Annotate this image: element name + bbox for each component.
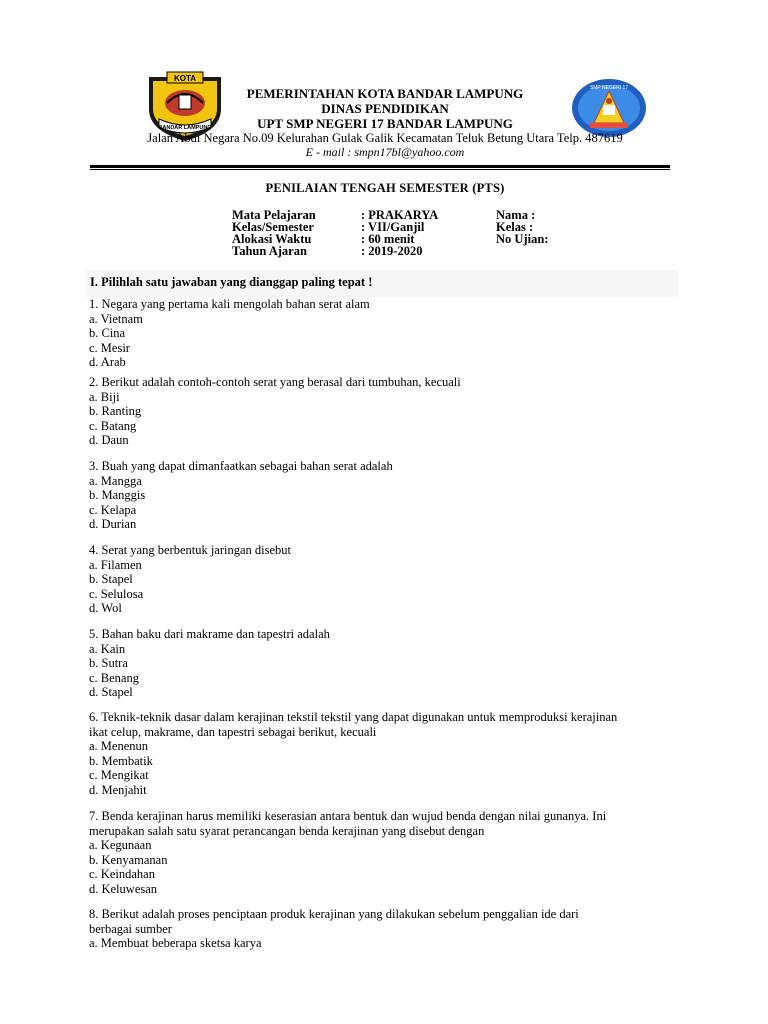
- header-divider-thick: [90, 165, 670, 168]
- info-value: : 60 menit: [361, 232, 415, 246]
- option: b. Cina: [89, 326, 126, 341]
- option: a. Menenun: [89, 739, 149, 754]
- question-5: [89, 627, 689, 700]
- option: a. Filamen: [89, 557, 142, 572]
- question-text: 7. Benda kerajinan harus memiliki keserasian antara bentuk dan wujud benda dengan nilai gunanya. Ini: [89, 809, 607, 823]
- option: b. Kenyamanan: [89, 852, 168, 867]
- option: c. Selulosa: [89, 586, 144, 601]
- section-title: I. Pilihlah satu jawaban yang dianggap paling tepat !: [90, 275, 373, 289]
- question-text: 6. Teknik-teknik dasar dalam kerajinan tekstil tekstil yang dapat digunakan untuk memproduksi kerajinan: [89, 710, 618, 724]
- student-field: Kelas :: [496, 220, 534, 234]
- option: b. Membatik: [89, 753, 153, 768]
- question-8: [89, 907, 689, 951]
- question-text: berbagai sumber: [89, 921, 172, 936]
- question-2: [89, 375, 689, 448]
- option: d. Keluwesan: [89, 881, 158, 896]
- exam-title: PENILAIAN TENGAH SEMESTER (PTS): [265, 181, 505, 195]
- question-text: ikat celup, makrame, dan tapestri sebagai berikut, kecuali: [89, 724, 377, 739]
- option: a. Vietnam: [89, 311, 143, 326]
- option: c. Batang: [89, 418, 137, 433]
- option: b. Stapel: [89, 572, 133, 587]
- header-government: PEMERINTAHAN KOTA BANDAR LAMPUNG: [246, 86, 524, 101]
- student-fields: [496, 209, 548, 245]
- exam-info-labels: [232, 209, 316, 257]
- section-instruction: [85, 270, 678, 297]
- question-text: 5. Bahan baku dari makrame dan tapestri adalah: [89, 627, 330, 641]
- option: b. Sutra: [89, 656, 128, 671]
- question-text: 1. Negara yang pertama kali mengolah bahan serat alam: [89, 297, 370, 311]
- option: a. Mangga: [89, 473, 142, 488]
- option: a. Biji: [89, 389, 120, 404]
- option: d. Stapel: [89, 685, 133, 700]
- option: b. Manggis: [89, 488, 146, 503]
- exam-info-values: [361, 209, 438, 257]
- question-1: [89, 297, 689, 370]
- header-address: Jalan Abdi Negara No.09 Kelurahan Gulak Galik Kecamatan Teluk Betung Utara Telp. 487619: [147, 131, 623, 145]
- student-field: Nama :: [496, 208, 536, 222]
- header-department: DINAS PENDIDIKAN: [321, 101, 449, 116]
- option: d. Wol: [89, 601, 122, 616]
- option: c. Mengikat: [89, 768, 149, 783]
- info-value: : VII/Ganjil: [361, 220, 425, 234]
- option: d. Durian: [89, 517, 137, 532]
- option: a. Kain: [89, 641, 126, 656]
- question-text: 8. Berikut adalah proses penciptaan produk kerajinan yang dilakukan sebelum penggalian ide dari: [89, 907, 579, 921]
- option: b. Ranting: [89, 404, 142, 419]
- svg-text:BANDAR LAMPUNG: BANDAR LAMPUNG: [158, 125, 212, 131]
- question-4: [89, 543, 689, 616]
- option: c. Kelapa: [89, 502, 137, 517]
- option: a. Kegunaan: [89, 838, 152, 853]
- header-school: UPT SMP NEGERI 17 BANDAR LAMPUNG: [257, 116, 513, 131]
- svg-text:KOTA: KOTA: [173, 74, 197, 83]
- info-label: Kelas/Semester: [232, 220, 314, 234]
- option: c. Mesir: [89, 340, 130, 355]
- option: d. Arab: [89, 355, 126, 370]
- question-7: [89, 809, 689, 897]
- header-divider-thin: [90, 169, 670, 170]
- option: c. Benang: [89, 670, 139, 685]
- svg-text:SMP NEGERI 17: SMP NEGERI 17: [589, 85, 629, 91]
- question-text: 2. Berikut adalah contoh-contoh serat yang berasal dari tumbuhan, kecuali: [89, 375, 461, 389]
- info-label: Mata Pelajaran: [232, 208, 316, 222]
- header-email: E - mail : smpn17bl@yahoo.com: [305, 145, 465, 159]
- info-value: : 2019-2020: [361, 244, 423, 258]
- question-text: merupakan salah satu syarat perancangan benda kerajinan yang disebut dengan: [89, 823, 485, 838]
- question-text: 4. Serat yang berbentuk jaringan disebut: [89, 543, 292, 557]
- option: c. Keindahan: [89, 867, 155, 882]
- info-label: Tahun Ajaran: [232, 244, 307, 258]
- info-label: Alokasi Waktu: [232, 232, 312, 246]
- question-6: [89, 710, 689, 798]
- option: a. Membuat beberapa sketsa karya: [89, 936, 262, 951]
- student-field: No Ujian:: [496, 232, 549, 246]
- question-text: 3. Buah yang dapat dimanfaatkan sebagai bahan serat adalah: [89, 459, 393, 473]
- question-3: [89, 459, 689, 532]
- option: d. Menjahit: [89, 782, 147, 797]
- option: d. Daun: [89, 433, 129, 448]
- info-value: : PRAKARYA: [361, 208, 439, 222]
